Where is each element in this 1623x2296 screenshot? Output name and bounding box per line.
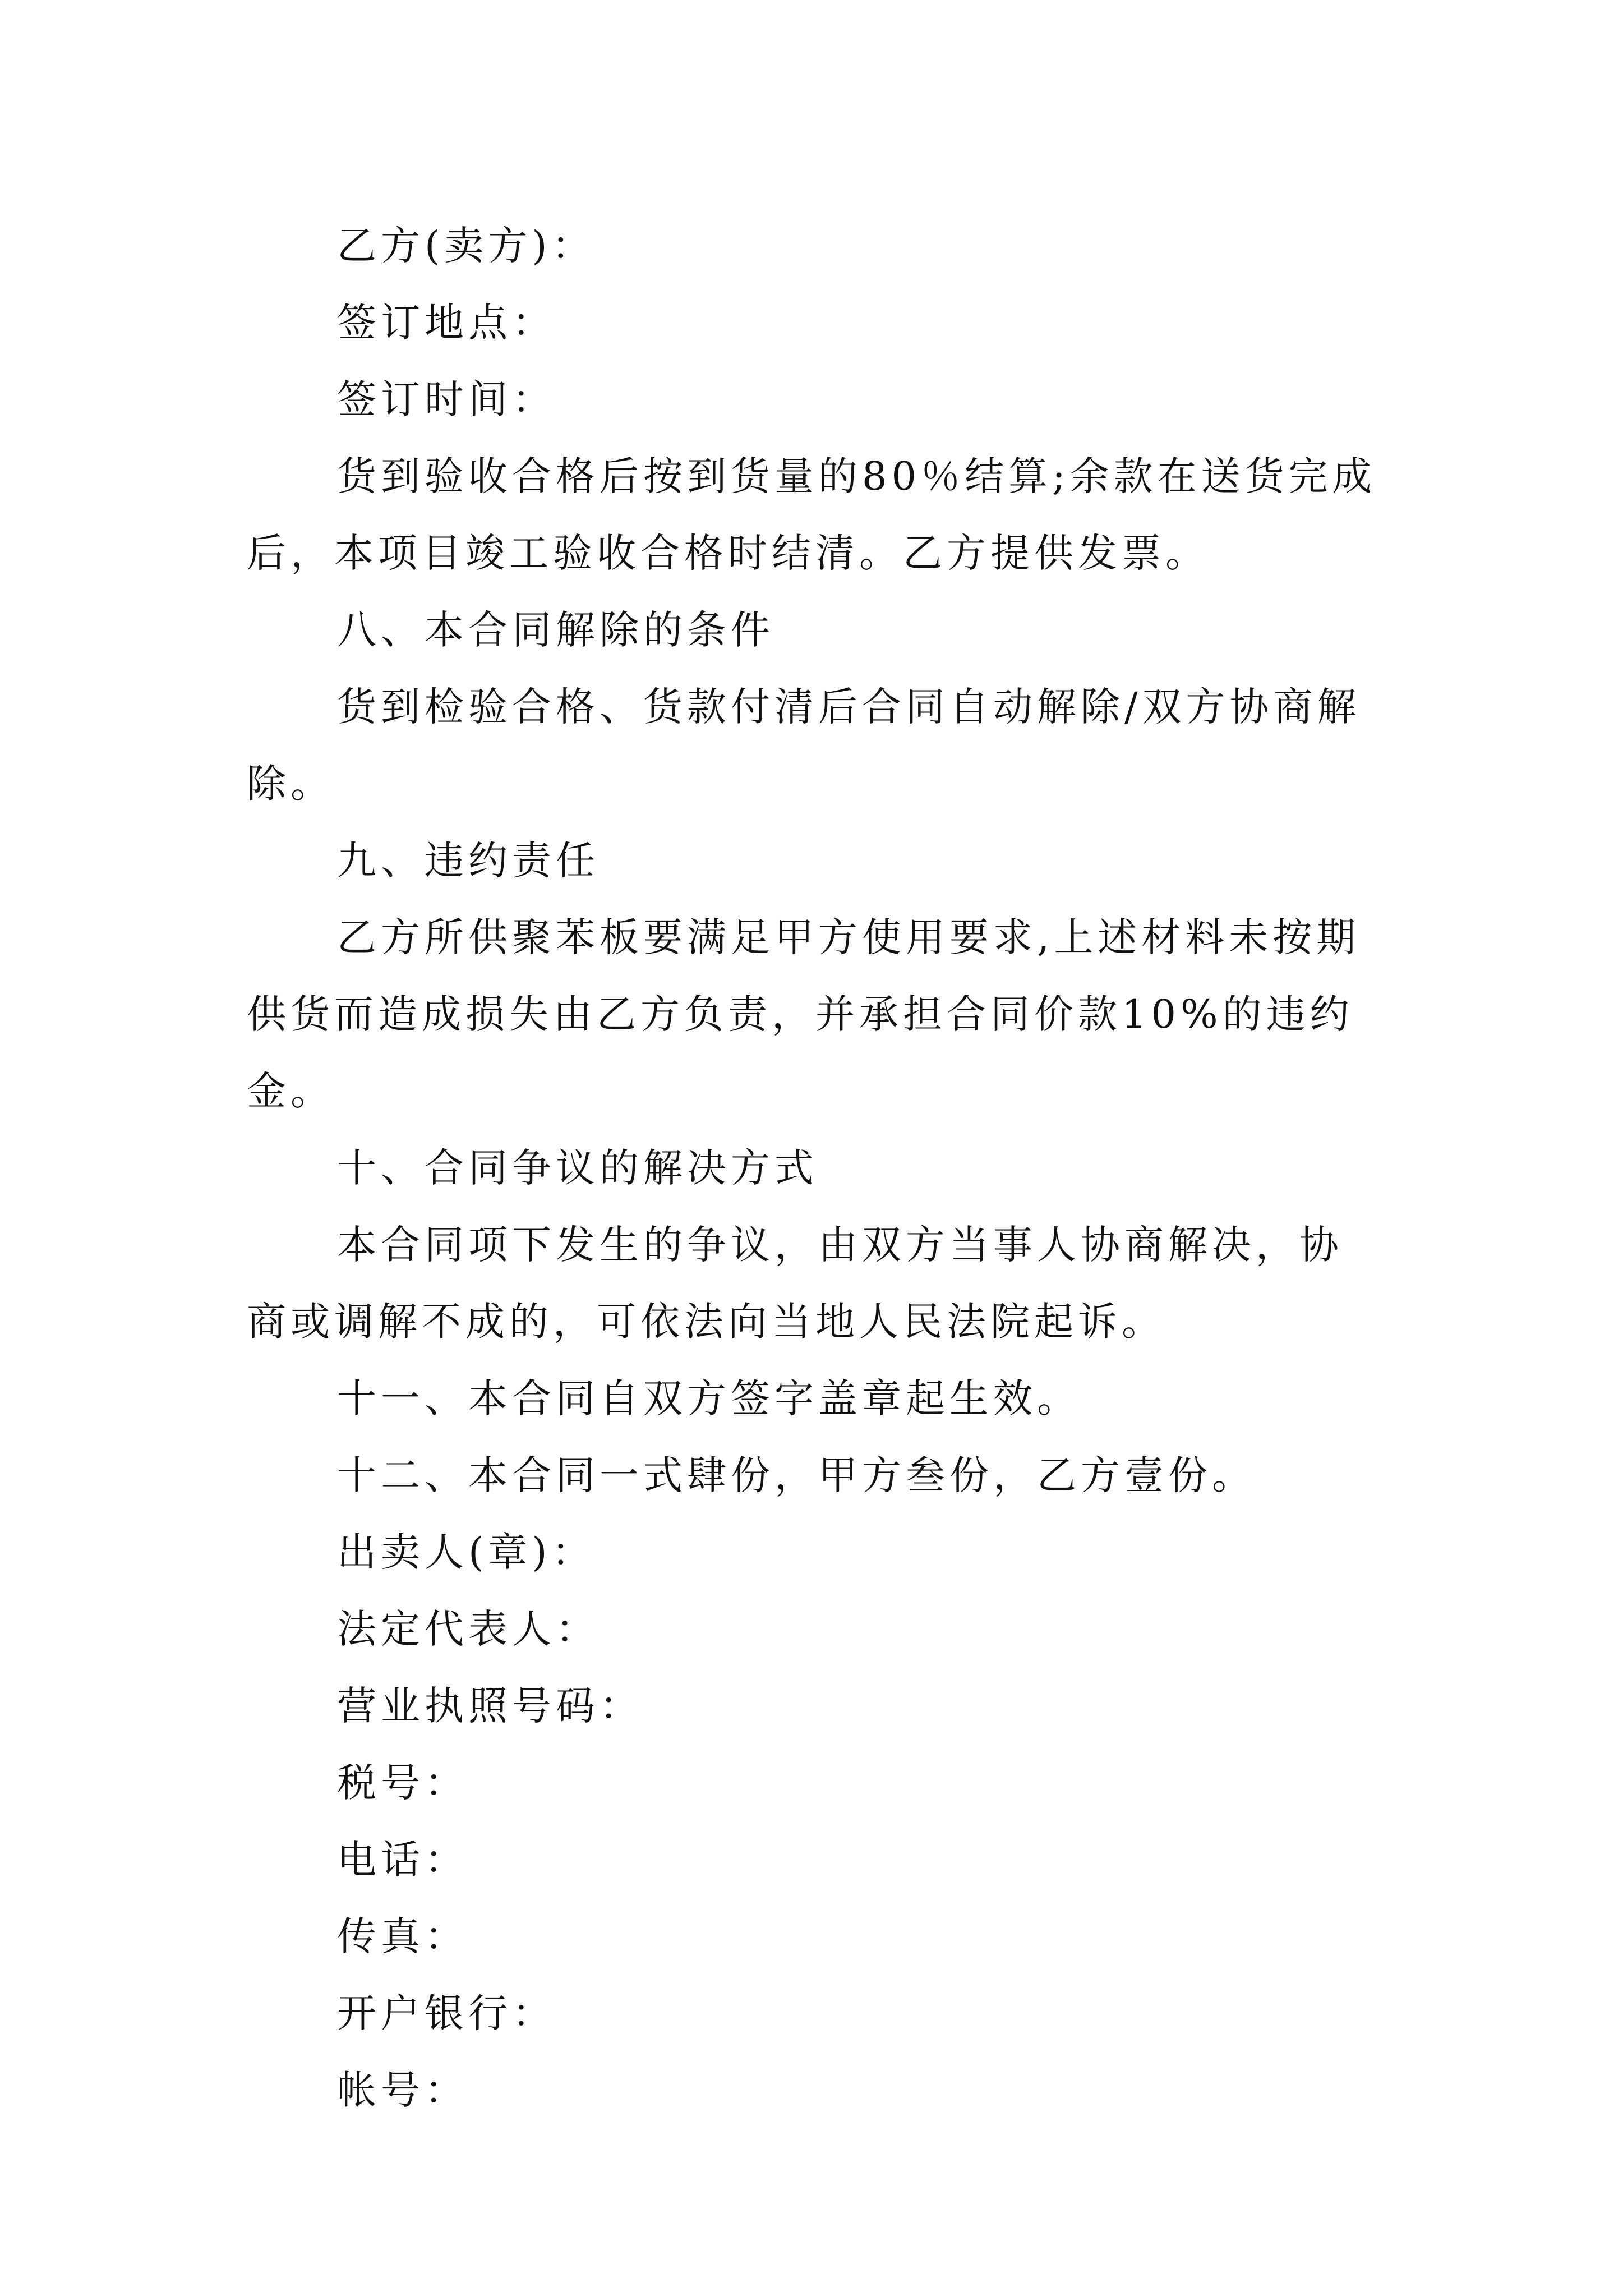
dispute-paragraph: 本合同项下发生的争议，由双方当事人协商解决，协商或调解不成的，可依法向当地人民法院起诉。 xyxy=(247,1222,1343,1345)
section-heading-liability: 九、违约责任 xyxy=(337,838,600,884)
business-license-field: 营业执照号码： xyxy=(337,1683,643,1729)
legal-representative-field: 法定代表人： xyxy=(337,1606,600,1652)
fax-field: 传真： xyxy=(337,1913,468,1959)
section-heading-dispute: 十、合同争议的解决方式 xyxy=(337,1145,818,1191)
signing-time-line: 签订时间： xyxy=(337,376,556,422)
tax-number-field: 税号： xyxy=(337,1760,468,1806)
seller-party-line: 乙方(卖方)： xyxy=(337,223,596,269)
account-number-field: 帐号： xyxy=(337,2067,468,2113)
effective-clause: 十一、本合同自双方签字盖章起生效。 xyxy=(337,1375,1081,1421)
signing-place-line: 签订地点： xyxy=(337,300,556,346)
termination-paragraph: 货到检验合格、货款付清后合同自动解除/双方协商解除。 xyxy=(247,684,1361,807)
liability-paragraph: 乙方所供聚苯板要满足甲方使用要求,上述材料未按期供货而造成损失由乙方负责，并承担合同价款10%的违约金。 xyxy=(247,914,1361,1114)
seller-seal-field: 出卖人(章)： xyxy=(337,1529,596,1575)
phone-field: 电话： xyxy=(337,1837,468,1883)
section-heading-termination: 八、本合同解除的条件 xyxy=(337,607,774,653)
document-body xyxy=(247,208,1385,2129)
settlement-paragraph: 货到验收合格后按到货量的80％结算;余款在送货完成后，本项目竣工验收合格时结清。乙方提供发票。 xyxy=(247,453,1376,576)
bank-field: 开户银行： xyxy=(337,1990,556,2036)
copies-clause: 十二、本合同一式肆份，甲方叁份，乙方壹份。 xyxy=(337,1452,1256,1498)
